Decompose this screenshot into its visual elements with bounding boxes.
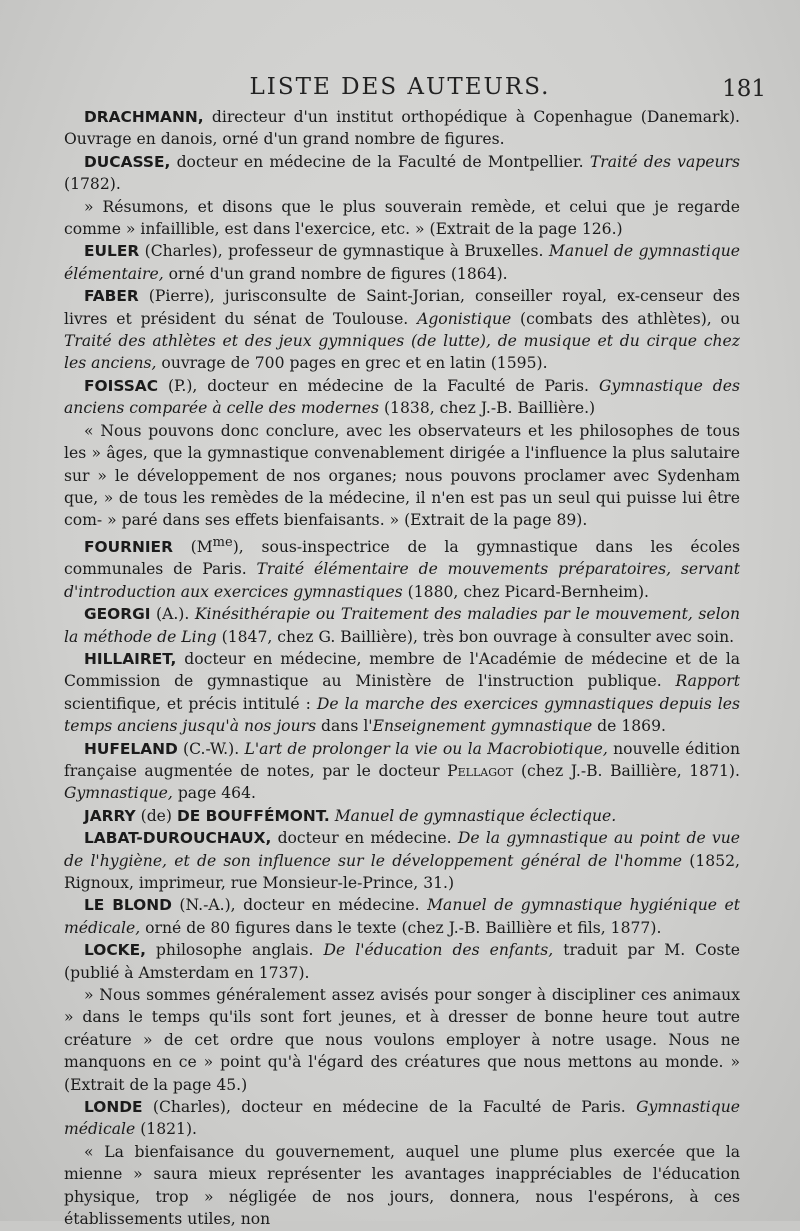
- entry-text: (1821).: [135, 1120, 198, 1139]
- entry-text: « Nous pouvons donc conclure, avec les observateurs et les philosophes de tous les » âges, que la gymnastique convenablement dirigée a l'influence la plus salutaire sur » le développement de nos organes; nous pouvons proclamer avec Sydenham que, » de tous les remèdes de la médecine, il n'en est pas un seul qui puisse lui être com- » paré dans ses effets bienfaisants. » (Extrait de la page 89).: [64, 421, 740, 530]
- author-name: DE BOUFFÉMONT.: [176, 806, 330, 825]
- author-name: LOCKE,: [84, 941, 146, 960]
- running-title: LISTE DES AUTEURS.: [249, 74, 551, 100]
- work-title: Gymnastique des anciens comparée à celle des modernes: [64, 376, 740, 418]
- entry-text: page 464.: [172, 784, 256, 803]
- author-entry: [64, 603, 740, 648]
- author-name: FABER: [84, 287, 139, 306]
- work-title: Gymnastique médicale: [64, 1098, 740, 1139]
- entry-text: » Nous sommes généralement assez avisés pour songer à discipliner ces animaux » dans le temps qu'ils sont fort jeunes, et à dresser de bonne heure tout autre créature » de cet ordre que nous voulons employer à notre usage. Nous ne manquons en ce » point qu'à l'égard des créatures que nous mettons au monde. » (Extrait de la page 45.): [64, 986, 740, 1094]
- author-entry: [64, 805, 740, 827]
- work-title: Traité des vapeurs: [589, 152, 741, 171]
- work-title: Traité élémentaire de mouvements préparatoires, servant d'introduction aux exercices gymnastiques: [64, 560, 740, 601]
- work-title: De la gymnastique au point de vue de l'hygiène, et de son influence sur le développement général de l'homme: [64, 829, 740, 870]
- page-number: 181: [722, 76, 766, 102]
- entry-text: (1782).: [64, 175, 121, 194]
- author-name: EULER: [84, 242, 140, 261]
- entry-text: (1852, Rignoux, imprimeur, rue Monsieur-le-Prince, 31.): [64, 851, 740, 892]
- work-title: Gymnastique,: [64, 784, 173, 803]
- entry-text: orné d'un grand nombre de figures (1864).: [163, 264, 508, 283]
- entry-text: me: [212, 534, 233, 550]
- author-entry: [64, 648, 740, 738]
- work-title: Rapport: [675, 672, 740, 691]
- work-title: Manuel de gymnastique éclectique.: [334, 806, 617, 825]
- author-name: FOURNIER: [84, 537, 173, 556]
- quotation: [64, 1141, 740, 1231]
- author-entry: [64, 240, 740, 285]
- work-title: De l'éducation des enfants,: [323, 941, 554, 960]
- entry-text: (C.-W.).: [177, 739, 245, 758]
- author-entry: [64, 285, 740, 375]
- author-name: LE BLOND: [84, 896, 172, 915]
- work-title: Enseignement gymnastique: [372, 717, 593, 736]
- author-list: [64, 106, 740, 1231]
- entry-text: directeur d'un institut orthopédique à Copenhague (Danemark). Ouvrage en danois, orné d'un grand nombre de figures.: [64, 108, 740, 149]
- author-name: DRACHMANN,: [84, 108, 204, 126]
- author-entry: [64, 532, 740, 603]
- work-title: Traité des athlètes et des jeux gymniques (de lutte), de musique et du cirque chez les anciens,: [64, 332, 740, 373]
- entry-text: docteur en médecine, membre de l'Académie de médecine et de la Commission de gymnastique au Ministère de l'instruction publique.: [64, 649, 740, 691]
- author-name: LONDE: [84, 1098, 143, 1117]
- entry-text: scientifique, et précis intitulé :: [64, 694, 317, 713]
- work-title: Manuel de gymnastique élémentaire,: [64, 242, 740, 283]
- entry-text: (P.), docteur en médecine de la Faculté de Paris.: [158, 376, 599, 395]
- author-entry: [64, 738, 740, 805]
- author-name: FOISSAC: [84, 376, 159, 395]
- work-title: L'art de prolonger la vie ou la Macrobiotique,: [244, 739, 608, 758]
- author-entry: [64, 106, 740, 151]
- entry-text: (Charles), professeur de gymnastique à Bruxelles.: [139, 242, 549, 261]
- author-entry: [64, 375, 740, 420]
- entry-text: dans l': [316, 717, 373, 736]
- quotation: [64, 196, 740, 241]
- entry-text: nouvelle édition française augmentée de notes, par le docteur: [64, 739, 741, 780]
- quotation: [64, 984, 740, 1096]
- entry-text: (N.-A.), docteur en médecine.: [171, 896, 428, 915]
- entry-text: de 1869.: [592, 717, 666, 736]
- author-entry: [64, 1096, 740, 1141]
- work-title: De la marche des exercices gymnastiques depuis les temps anciens jusqu'à nos jours: [64, 694, 740, 736]
- author-entry: [64, 939, 740, 984]
- entry-text: ouvrage de 700 pages en grec et en latin (1595).: [156, 354, 548, 373]
- entry-text: ), sous-inspectrice de la gymnastique dans les écoles communales de Paris.: [64, 537, 740, 579]
- entry-text: (M: [172, 537, 213, 556]
- work-title: Manuel de gymnastique hygiénique et médicale,: [64, 896, 740, 937]
- entry-text: (combats des athlètes), ou: [511, 309, 740, 328]
- author-entry: [64, 151, 740, 196]
- entry-text: Pellagot: [447, 761, 514, 780]
- entry-text: (chez J.-B. Baillière, 1871).: [513, 761, 740, 780]
- entry-text: (Pierre), jurisconsulte de Saint-Jorian, conseiller royal, ex-censeur des livres et président du sénat de Toulouse.: [64, 287, 740, 328]
- entry-text: (1847, chez G. Baillière), très bon ouvrage à consulter avec soin.: [216, 627, 735, 646]
- author-name: JARRY: [84, 806, 136, 825]
- quotation: [64, 420, 740, 532]
- entry-text: (1838, chez J.-B. Baillière.): [379, 399, 596, 418]
- entry-text: » Résumons, et disons que le plus souverain remède, et celui que je regarde comme » infaillible, est dans l'exercice, etc. » (Extrait de la page 126.): [64, 197, 740, 239]
- entry-text: (1880, chez Picard-Bernheim).: [402, 582, 649, 601]
- author-name: HILLAIRET,: [84, 649, 177, 668]
- work-title: Agonistique: [417, 309, 512, 328]
- author-entry: [64, 894, 740, 939]
- entry-text: docteur en médecine.: [271, 829, 458, 848]
- work-title: Kinésithérapie ou Traitement des maladies par le mouvement, selon la méthode de Ling: [64, 605, 740, 646]
- author-name: GEORGI: [84, 605, 151, 624]
- entry-text: « La bienfaisance du gouvernement, auquel une plume plus exercée que la mienne » saura mieux représenter les avantages inappréciables de l'éducation physique, trop » négligée de nos jours, donnera, nous l'espérons, à ces établissements utiles, non: [64, 1142, 740, 1229]
- entry-text: (de): [135, 806, 177, 825]
- author-entry: [64, 827, 740, 894]
- author-name: LABAT-DUROUCHAUX,: [84, 829, 272, 848]
- author-name: DUCASSE,: [84, 152, 171, 171]
- entry-text: (Charles), docteur en médecine de la Faculté de Paris.: [142, 1098, 637, 1117]
- entry-text: docteur en médecine de la Faculté de Montpellier.: [170, 152, 590, 171]
- entry-text: orné de 80 figures dans le texte (chez J.-B. Baillière et fils, 1877).: [140, 918, 662, 937]
- entry-text: traduit par M. Coste (publié à Amsterdam en 1737).: [64, 941, 740, 982]
- entry-text: (A.).: [150, 605, 195, 624]
- author-name: HUFELAND: [84, 739, 178, 758]
- entry-text: philosophe anglais.: [145, 941, 324, 960]
